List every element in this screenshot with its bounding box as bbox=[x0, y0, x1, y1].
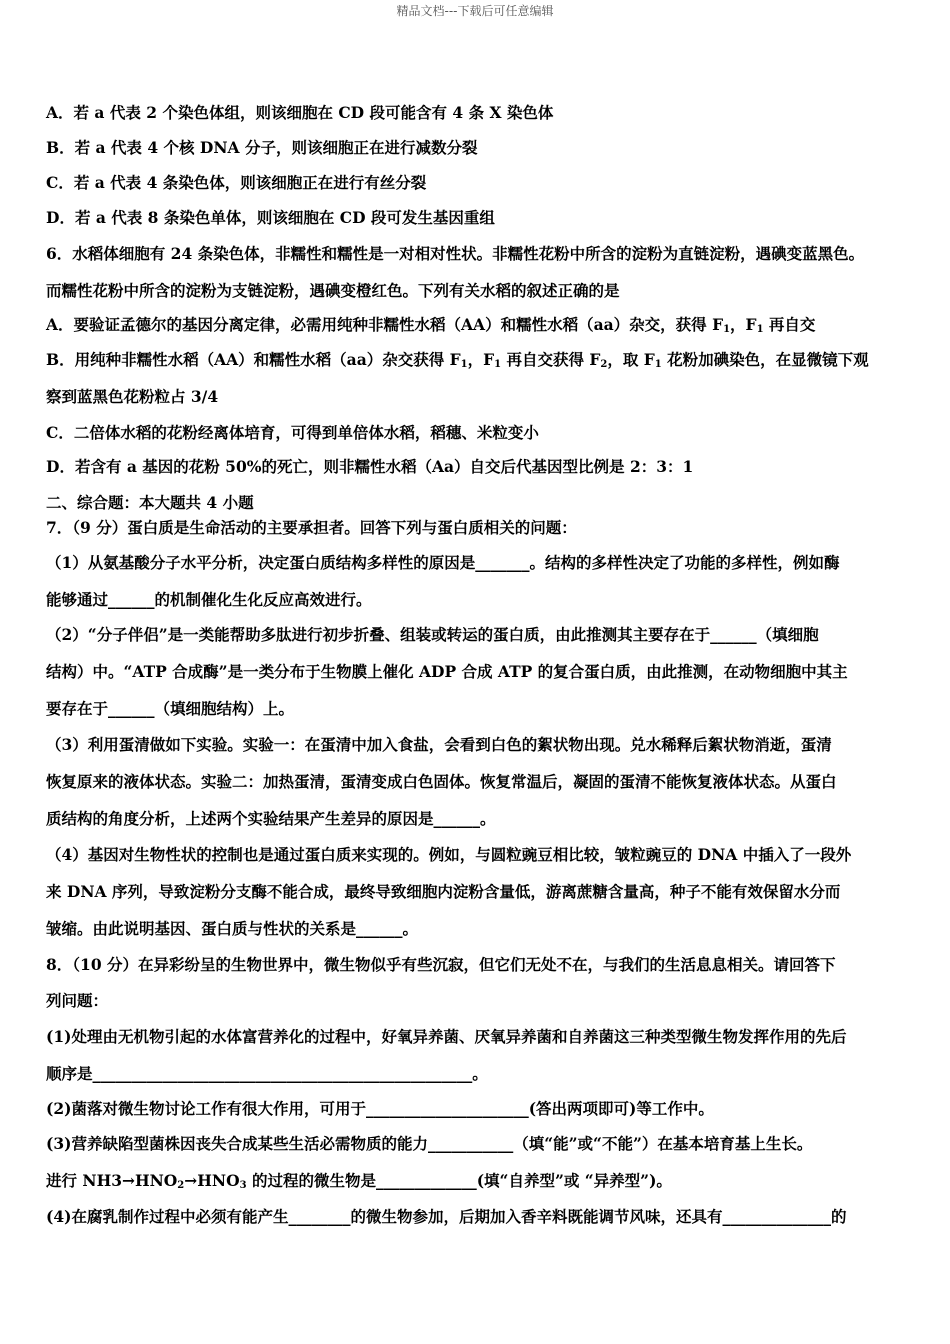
option-d-q5: D．若 a 代表 8 条染色单体，则该细胞在 CD 段可发生基因重组 bbox=[46, 208, 495, 227]
text-fragment: →HNO bbox=[184, 1171, 240, 1190]
q7-part2-line2: 结构）中。“ATP 合成酶”是一类分布于生物膜上催化 ADP 合成 ATP 的复合蛋白质，由此推测，在动物细胞中其主 bbox=[46, 662, 848, 681]
option-b-q6-cont: 察到蓝黑色花粉粒占 3/4 bbox=[46, 387, 219, 406]
option-b-q6-text: B．用纯种非糯性水稻（AA）和糯性水稻（aa）杂交获得 F bbox=[46, 350, 461, 369]
q7-part3-line2: 恢复原来的液体状态。实验二：加热蛋清，蛋清变成白色固体。恢复常温后，凝固的蛋清不能恢复液体状态。从蛋白 bbox=[46, 772, 837, 791]
subscript: 2 bbox=[600, 359, 608, 370]
subscript: 1 bbox=[494, 359, 502, 370]
q7-part3-line3: 质结构的角度分析，上述两个实验结果产生差异的原因是______。 bbox=[46, 809, 496, 828]
page-header: 精品文档---下载后可任意编辑 bbox=[396, 4, 554, 18]
q7-part4-line1: （4）基因对生物性状的控制也是通过蛋白质来实现的。例如，与圆粒豌豆相比较，皱粒豌豆的 DNA 中插入了一段外 bbox=[46, 845, 852, 864]
q8-part2: (2)菌落对微生物讨论工作有很大作用，可用于_____________________(答出两项即可)等工作中。 bbox=[46, 1099, 714, 1118]
q7-part4-line2: 来 DNA 序列，导致淀粉分支酶不能合成，最终导致细胞内淀粉含量低，游离蔗糖含量高，种子不能有效保留水分而 bbox=[46, 882, 841, 901]
q7-part4-line3: 皱缩。由此说明基因、蛋白质与性状的关系是______。 bbox=[46, 919, 419, 938]
question-7-stem: 7．（9 分）蛋白质是生命活动的主要承担者。回答下列与蛋白质相关的问题： bbox=[46, 518, 577, 537]
option-c-q6: C．二倍体水稻的花粉经离体培育，可得到单倍体水稻，稻穗、米粒变小 bbox=[46, 423, 539, 442]
option-a-q6-text: A．要验证孟德尔的基因分离定律，必需用纯种非糯性水稻（AA）和糯性水稻（aa）杂交，获得 F bbox=[46, 315, 724, 334]
subscript: 1 bbox=[654, 359, 662, 370]
subscript: 1 bbox=[756, 324, 764, 335]
q7-part1-line2: 能够通过______的机制催化生化反应高效进行。 bbox=[46, 590, 372, 609]
subscript: 2 bbox=[177, 1180, 185, 1191]
text-fragment: 再自交获得 F bbox=[501, 350, 601, 369]
text-fragment: ，取 F bbox=[607, 350, 655, 369]
q8-part1-line2: 顺序是_________________________________________________。 bbox=[46, 1064, 488, 1083]
subscript: 1 bbox=[460, 359, 468, 370]
q8-part3-line2-text: 进行 NH3→HNO bbox=[46, 1171, 178, 1190]
q7-part2-line1: （2）“分子伴侣”是一类能帮助多肽进行初步折叠、组装或转运的蛋白质，由此推测其主要存在于______（填细胞 bbox=[46, 625, 819, 644]
question-8-stem-line1: 8．（10 分）在异彩纷呈的生物世界中，微生物似乎有些沉寂，但它们无处不在，与我们的生活息息相关。请回答下 bbox=[46, 955, 836, 974]
text-fragment: ，F bbox=[467, 350, 495, 369]
section-heading: 二、综合题：本大题共 4 小题 bbox=[46, 493, 254, 512]
question-8-stem-line2: 列问题： bbox=[46, 991, 109, 1010]
option-a-q6 bbox=[46, 315, 815, 340]
subscript: 3 bbox=[239, 1180, 247, 1191]
option-c-q5: C．若 a 代表 4 条染色体，则该细胞正在进行有丝分裂 bbox=[46, 173, 427, 192]
text-fragment: ，F bbox=[730, 315, 757, 334]
q8-part3-line1: (3)营养缺陷型菌株因丧失合成某些生活必需物质的能力___________（填“能”或“不能”）在基本培育基上生长。 bbox=[46, 1134, 813, 1153]
q8-part1-line1: (1)处理由无机物引起的水体富营养化的过程中，好氧异养菌、厌氧异养菌和自养菌这三种类型微生物发挥作用的先后 bbox=[46, 1027, 847, 1046]
text-fragment: 花粉加碘染色，在显微镜下观 bbox=[661, 350, 869, 369]
subscript: 1 bbox=[723, 324, 731, 335]
option-b-q6 bbox=[46, 350, 869, 375]
question-6-line-2: 而糯性花粉中所含的淀粉为支链淀粉，遇碘变橙红色。下列有关水稻的叙述正确的是 bbox=[46, 281, 620, 300]
question-6-line-1: 6．水稻体细胞有 24 条染色体，非糯性和糯性是一对相对性状。非糯性花粉中所含的淀粉为直链淀粉，遇碘变蓝黑色。 bbox=[46, 244, 865, 263]
q7-part2-line3: 要存在于______（填细胞结构）上。 bbox=[46, 699, 295, 718]
q7-part3-line1: （3）利用蛋清做如下实验。实验一：在蛋清中加入食盐，会看到白色的絮状物出现。兑水稀释后絮状物消逝，蛋清 bbox=[46, 735, 832, 754]
text-fragment: 再自交 bbox=[763, 315, 816, 334]
option-a-q5: A．若 a 代表 2 个染色体组，则该细胞在 CD 段可能含有 4 条 X 染色体 bbox=[46, 103, 554, 122]
option-d-q6: D．若含有 a 基因的花粉 50%的死亡，则非糯性水稻（Aa）自交后代基因型比例是 2：3：1 bbox=[46, 457, 694, 476]
text-fragment: 的过程的微生物是_____________(填“自养型”或 “异养型”)。 bbox=[246, 1171, 672, 1190]
q7-part1-line1: （1）从氨基酸分子水平分析，决定蛋白质结构多样性的原因是_______。结构的多样性决定了功能的多样性，例如酶 bbox=[46, 553, 840, 572]
q8-part3-line2 bbox=[46, 1171, 672, 1196]
q8-part4-line1: (4)在腐乳制作过程中必须有能产生________的微生物参加，后期加入香辛料既能调节风味，还具有______________的 bbox=[46, 1207, 847, 1226]
option-b-q5: B．若 a 代表 4 个核 DNA 分子，则该细胞正在进行减数分裂 bbox=[46, 138, 478, 157]
